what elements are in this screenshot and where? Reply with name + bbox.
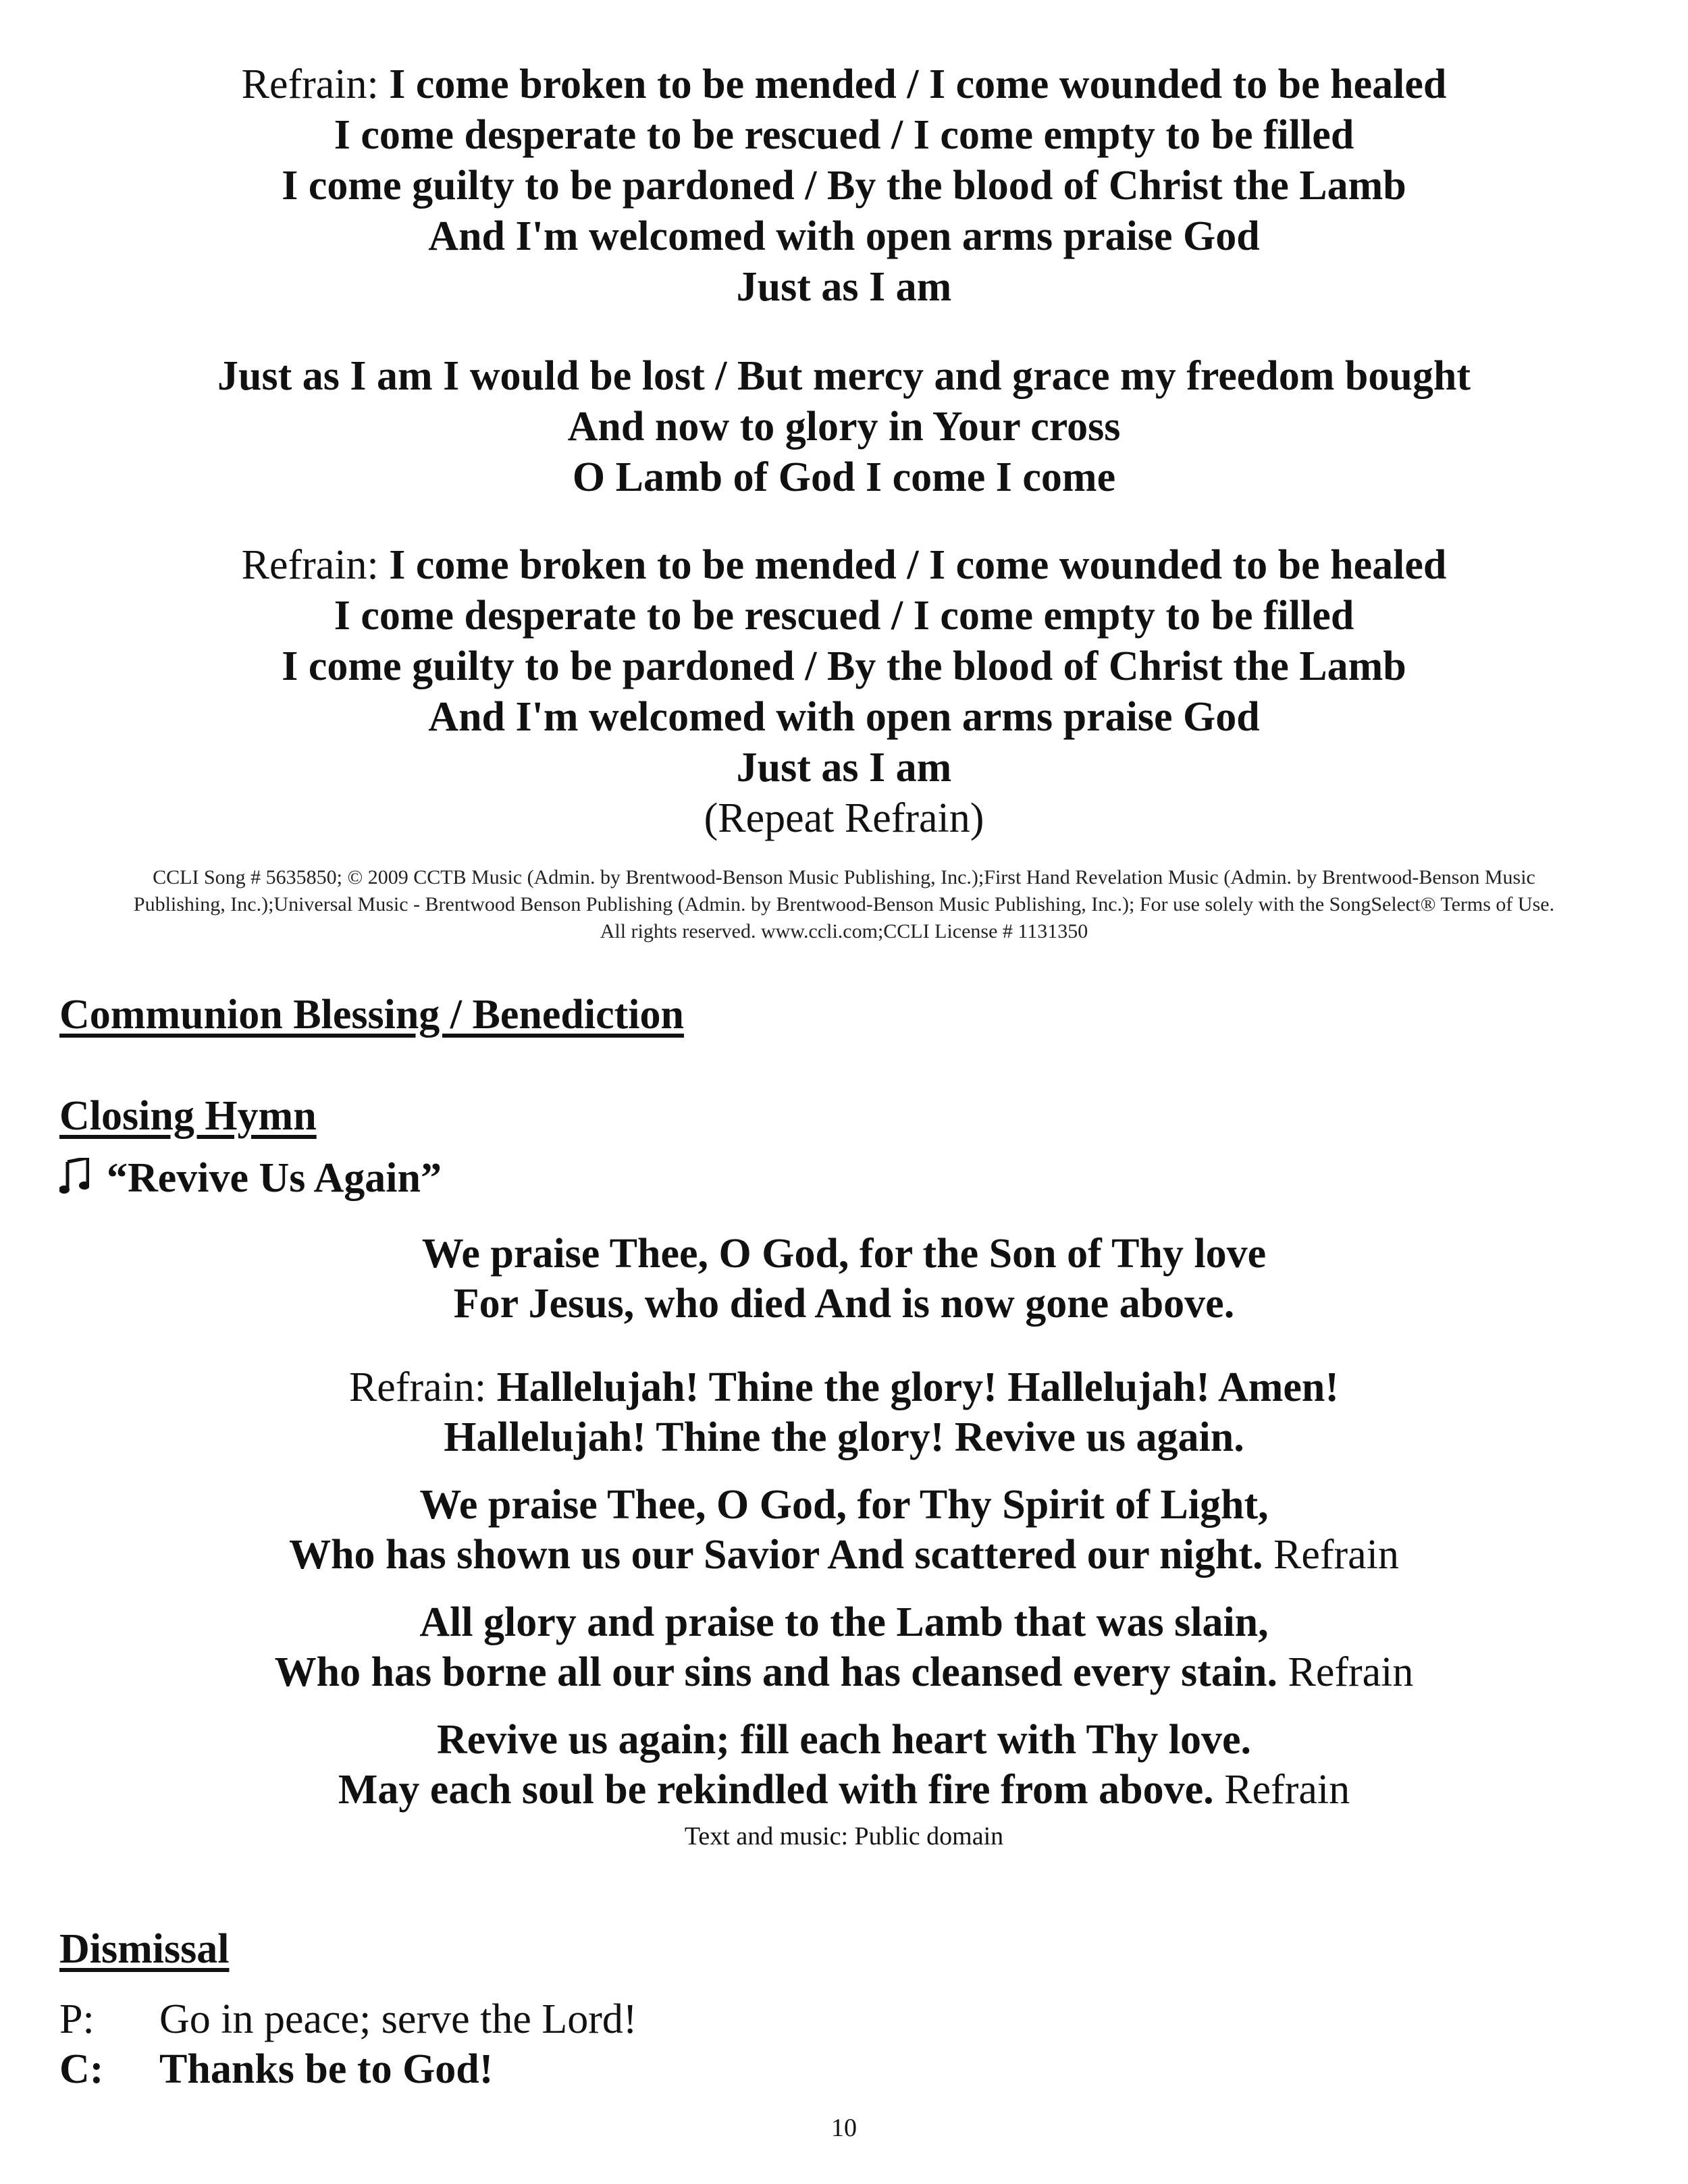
refrain-line: Just as I am: [736, 264, 952, 310]
hymn-line: We praise Thee, O God, for the Son of Thy love: [421, 1231, 1267, 1277]
refrain-tag: Refrain: [1273, 1532, 1399, 1578]
hymn-line: For Jesus, who died And is now gone above.: [453, 1281, 1235, 1327]
song-refrain-2: [0, 540, 1688, 844]
refrain-line: And I'm welcomed with open arms praise God: [428, 694, 1260, 740]
hymn-stanza-2: [0, 1480, 1688, 1580]
hymn-line: Revive us again; fill each heart with Thy love.: [436, 1717, 1252, 1763]
congregation-text: Thanks be to God!: [159, 2046, 494, 2092]
refrain-tag: Refrain: [1288, 1649, 1414, 1695]
page-number: 10: [831, 2114, 857, 2142]
song-refrain-1: [0, 59, 1688, 313]
refrain-label: Refrain:: [348, 1364, 487, 1410]
heading-closing-hymn: Closing Hymn: [59, 1093, 317, 1139]
dismissal-pastor-line: [59, 1996, 637, 2044]
refrain-label: Refrain:: [241, 61, 379, 107]
ccli-line: CCLI Song # 5635850; © 2009 CCTB Music (Admin. by Brentwood-Benson Music Publishing, Inc.);First Hand Revelation Music (Admin. by Brentwood-Benson Music: [153, 866, 1535, 888]
refrain-line: I come guilty to be pardoned / By the blood of Christ the Lamb: [282, 643, 1406, 689]
dismissal-congregation-line: [59, 2046, 493, 2094]
ccli-line: Publishing, Inc.);Universal Music - Brentwood Benson Publishing (Admin. by Brentwood-Benson Music Publishing, Inc.); For use solely with the SongSelect® Terms of Use.: [133, 893, 1555, 915]
hymn-refrain-line: Hallelujah! Thine the glory! Hallelujah! Amen!: [496, 1364, 1340, 1410]
hymn-title: [59, 1154, 442, 1202]
music-note-icon: [59, 1154, 89, 1202]
refrain-line: I come broken to be mended / I come wounded to be healed: [389, 542, 1447, 588]
heading-communion-blessing: Communion Blessing / Benediction: [59, 992, 684, 1038]
verse-line: Just as I am I would be lost / But mercy and grace my freedom bought: [217, 353, 1471, 399]
ccli-copyright: [64, 864, 1624, 945]
song-verse: [0, 351, 1688, 503]
repeat-refrain-note: (Repeat Refrain): [704, 795, 984, 841]
refrain-line: I come broken to be mended / I come wounded to be healed: [389, 61, 1447, 107]
hymn-refrain-line: Hallelujah! Thine the glory! Revive us again.: [444, 1414, 1244, 1460]
heading-dismissal: Dismissal: [59, 1926, 230, 1972]
hymn-line: Who has borne all our sins and has cleansed every stain.: [274, 1649, 1277, 1695]
pastor-text: Go in peace; serve the Lord!: [159, 1996, 637, 2042]
speaker-label-pastor: P:: [59, 1996, 95, 2042]
hymn-title-text: “Revive Us Again”: [107, 1155, 442, 1201]
verse-line: And now to glory in Your cross: [567, 404, 1121, 450]
hymn-stanza-3: [0, 1597, 1688, 1697]
refrain-line: I come guilty to be pardoned / By the blood of Christ the Lamb: [282, 163, 1406, 209]
hymn-line: All glory and praise to the Lamb that was slain,: [419, 1599, 1269, 1645]
refrain-label: Refrain:: [241, 542, 379, 588]
hymn-credit: Text and music: Public domain: [684, 1822, 1004, 1850]
refrain-line: I come desperate to be rescued / I come empty to be filled: [334, 593, 1354, 639]
ccli-line: All rights reserved. www.ccli.com;CCLI License # 1131350: [600, 920, 1088, 942]
hymn-line: We praise Thee, O God, for Thy Spirit of Light,: [419, 1482, 1269, 1528]
hymn-stanza-4: [0, 1715, 1688, 1815]
hymn-refrain: [0, 1362, 1688, 1462]
refrain-line: Just as I am: [736, 745, 952, 791]
verse-line: O Lamb of God I come I come: [572, 454, 1116, 500]
hymn-line: Who has shown us our Savior And scattered our night.: [289, 1532, 1263, 1578]
speaker-label-congregation: C:: [59, 2046, 104, 2092]
refrain-tag: Refrain: [1224, 1767, 1350, 1813]
refrain-line: I come desperate to be rescued / I come empty to be filled: [334, 112, 1354, 158]
hymn-stanza-1: [0, 1229, 1688, 1329]
hymn-line: May each soul be rekindled with fire from above.: [338, 1767, 1214, 1813]
refrain-line: And I'm welcomed with open arms praise God: [428, 213, 1260, 259]
